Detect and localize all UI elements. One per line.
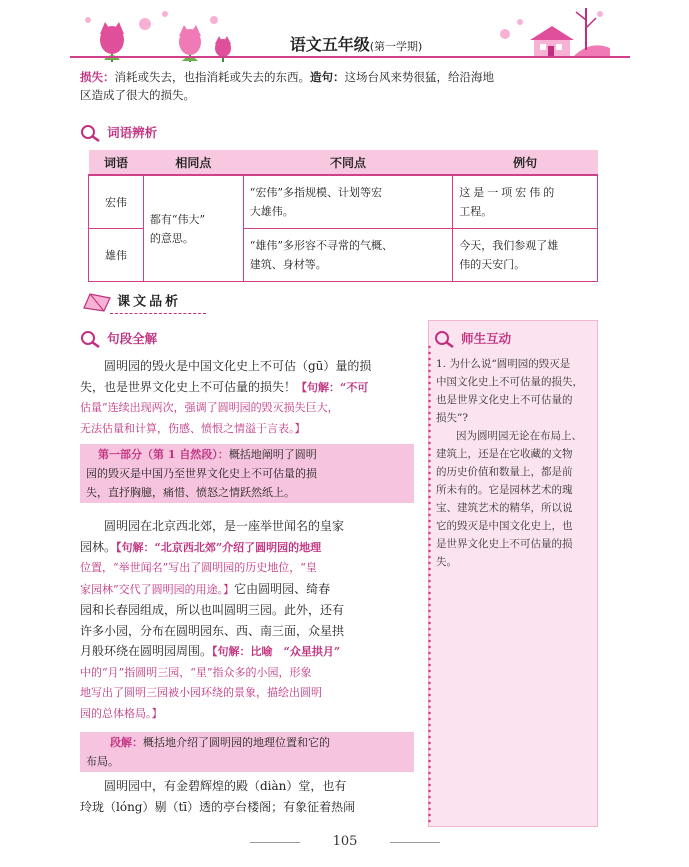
table-cell-word: 宏伟 bbox=[89, 175, 144, 229]
footer-line-right bbox=[390, 842, 440, 843]
answer-line: 是世界文化史上不可估量的损 bbox=[436, 538, 573, 550]
answer-line: 所未有的。它是园林艺术的瑰 bbox=[436, 484, 573, 496]
table-row bbox=[89, 175, 598, 229]
answer-line: 建筑上，还是在它收藏的文物 bbox=[436, 448, 573, 460]
intro-definition: 损失：消耗或失去，也指消耗或失去的东西。造句：这场台风来势很猛，给沿海地 区造成了很大的损失。 bbox=[80, 70, 494, 102]
book-icon bbox=[82, 290, 112, 312]
table-header-cell: 词语 bbox=[89, 150, 144, 175]
answer-line: 的历史价值和数量上，都是前 bbox=[436, 466, 573, 478]
question-line: 中国文化史上不可估量的损失， bbox=[436, 376, 583, 388]
answer-line: 失。 bbox=[436, 556, 457, 568]
paragraph-3: 圆明园中，有金碧辉煌的殿（diàn）堂，也有 玲珑（lóng）剔（tī）透的亭台楼阁；有象征着热闹 bbox=[80, 779, 356, 814]
answer-line: 它的毁灭是中国文化史上，也 bbox=[436, 520, 573, 532]
word-analysis-table bbox=[88, 150, 598, 282]
table-header-cell: 相同点 bbox=[143, 150, 243, 175]
answer-line: 宝、建筑艺术的精华，所以说 bbox=[436, 502, 573, 514]
word-analysis-heading: 词语辨析 bbox=[80, 122, 157, 142]
text-analysis-heading: 课文品析 bbox=[82, 290, 181, 312]
interaction-content bbox=[436, 355, 592, 571]
table-cell-example: 这是一项宏伟的 工程。 bbox=[453, 175, 598, 229]
magnifier-icon bbox=[434, 330, 456, 348]
table-cell-difference: “雄伟”多形容不寻常的气概、 建筑、身材等。 bbox=[243, 229, 453, 282]
side-dotted-border bbox=[428, 344, 431, 824]
answer-line: 因为圆明园无论在布局上、 bbox=[456, 430, 582, 442]
page-number: 105 bbox=[332, 834, 358, 849]
paragraph-analysis-heading: 句段全解 bbox=[80, 328, 157, 348]
table-header-row bbox=[89, 150, 598, 175]
interaction-heading: 师生互动 bbox=[434, 328, 511, 348]
table-cell-common: 都有“伟大” 的意思。 bbox=[143, 175, 243, 282]
magnifier-icon bbox=[80, 330, 102, 348]
table-header-cell: 不同点 bbox=[243, 150, 453, 175]
header-title: 语文五年级(第一学期) bbox=[289, 35, 423, 54]
magnifier-icon bbox=[80, 124, 102, 142]
header-divider bbox=[70, 56, 630, 58]
text-analysis-underline bbox=[110, 313, 206, 315]
table-cell-difference: “宏伟”多指规模、计划等宏 大雄伟。 bbox=[243, 175, 453, 229]
question-line: 损失”? bbox=[436, 412, 468, 424]
question-line: 1. 为什么说“圆明园的毁灭是 bbox=[436, 358, 571, 370]
paragraph-2: 圆明园在北京西北郊，是一座举世闻名的皇家 园林。【句解：“北京西北郊”介绍了圆明园的地理 位置，“举世闻名”写出了圆明园的历史地位，“皇 家园林”交代了圆明园的用途。】它由圆明园、绮春 园和长春园组成，所以也叫圆明三园。此外，还有 许多小园，分布在圆明园东、西、南三面，众星拱 月般环绕在圆明园周围。【句解：比喻 “众星拱月” 中的“月”指圆明三园，“星”指众多的小园，形象 地写出了圆明三园被小园环绕的景象，描绘出圆明 园的总体格局。】 bbox=[80, 519, 345, 720]
header-subtitle: (第一学期) bbox=[369, 40, 423, 53]
paragraph-summary: 段解：概括地介绍了圆明园的地理位置和它的 布局。 bbox=[80, 732, 414, 772]
part-one-summary: 第一部分（第 1 自然段）：概括地阐明了圆明 园的毁灭是中国乃至世界文化史上不可估量的损 失，直抒胸臆，痛惜、愤怒之情跃然纸上。 bbox=[80, 444, 414, 503]
footer-line-left bbox=[250, 842, 300, 843]
table-cell-word: 雄伟 bbox=[89, 229, 144, 282]
table-header-cell: 例句 bbox=[453, 150, 598, 175]
table-cell-example: 今天，我们参观了雄 伟的天安门。 bbox=[453, 229, 598, 282]
paragraph-1: 圆明园的毁火是中国文化史上不可估（gū）量的损 失，也是世界文化史上不可估量的损失！【句解：“不可 估量”连续出现两次，强调了圆明园的毁灭损失巨大， 无法估量和计算，伤感、愤恨之情溢于言表。】 bbox=[80, 359, 372, 435]
page-header bbox=[0, 0, 689, 64]
question-line: 也是世界文化史上不可估量的 bbox=[436, 394, 573, 406]
